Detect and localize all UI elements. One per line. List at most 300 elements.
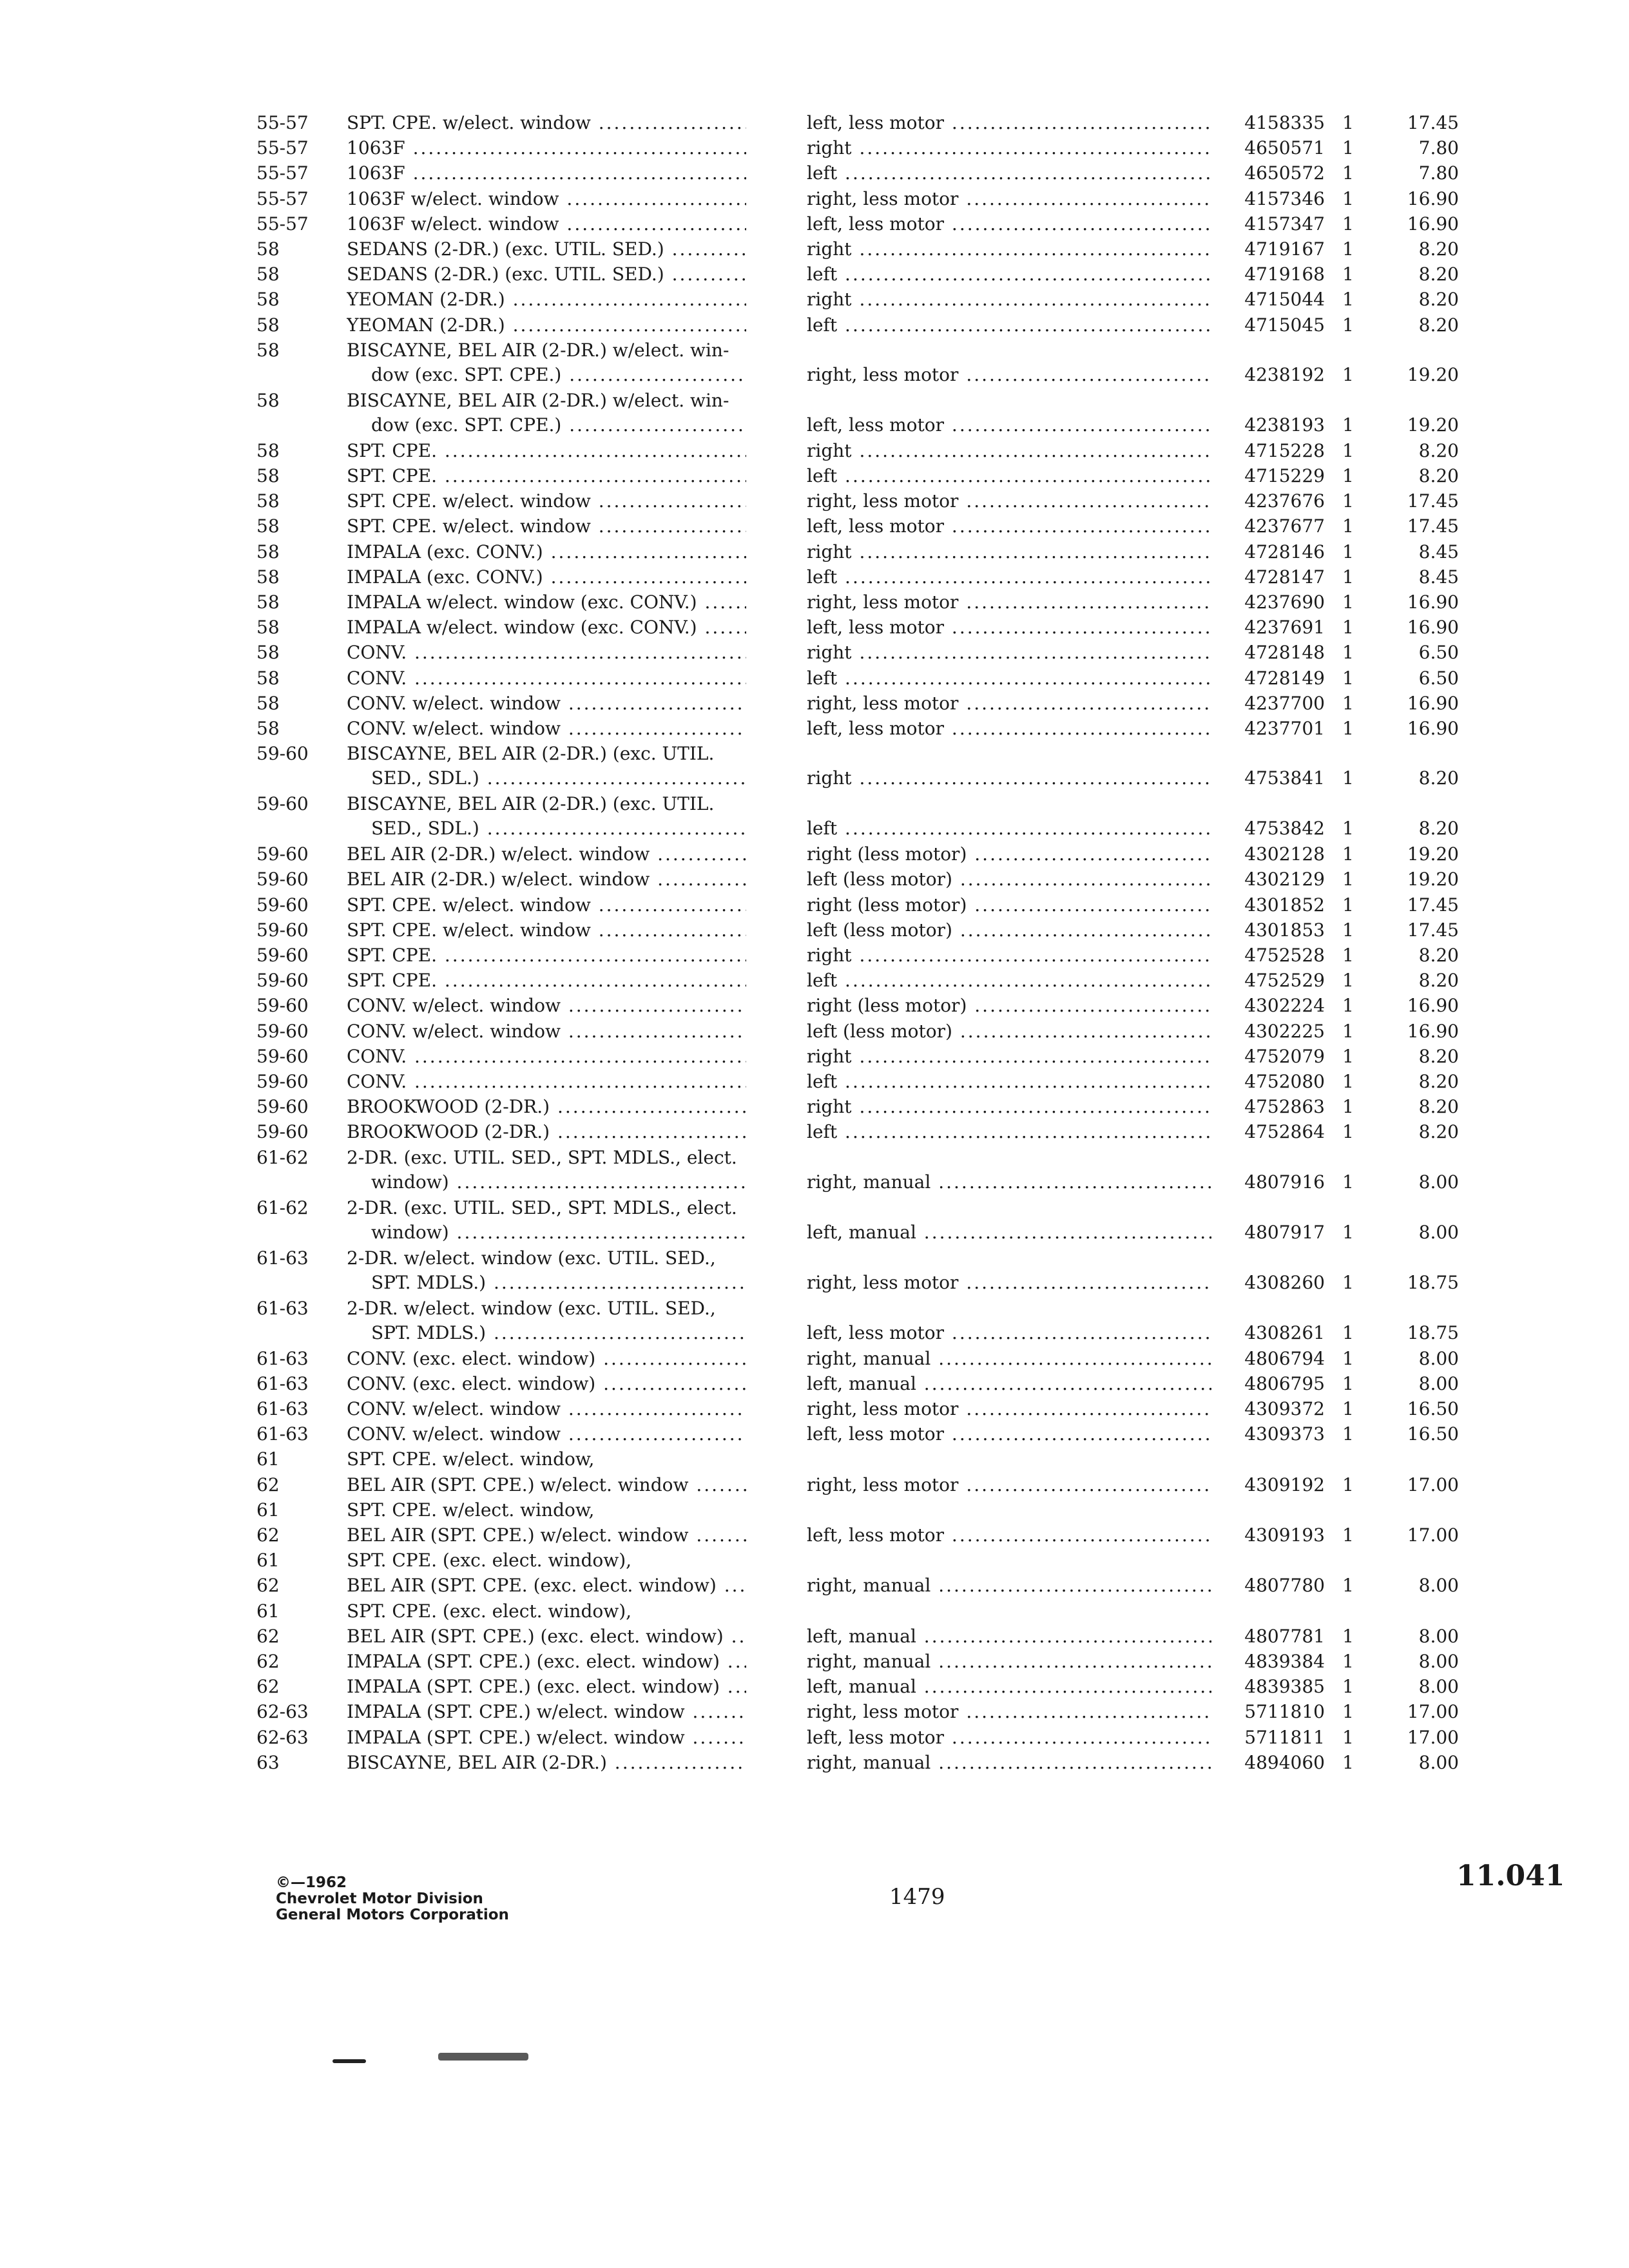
model-description <box>347 666 746 691</box>
part-description: left, manual ..... <box>807 1624 1211 1649</box>
part-description: right, manual ..... <box>807 1573 1211 1598</box>
part-description: right ..... <box>807 287 1211 312</box>
part-description: left (less motor) ..... <box>807 867 1211 892</box>
model-line: CONV. w/elect. window ..... <box>347 691 746 716</box>
model-line: SPT. CPE. w/elect. window ..... <box>347 489 746 514</box>
model-year: 58 <box>256 314 280 336</box>
part-description: left (less motor) ..... <box>807 1019 1211 1044</box>
page-number: 1479 <box>889 1884 945 1910</box>
model-description <box>347 187 746 211</box>
model-description <box>347 1548 746 1573</box>
price: 8.20 <box>1418 945 1459 966</box>
model-line: SPT. CPE. ..... <box>347 439 746 463</box>
table-row <box>0 666 1629 691</box>
model-description <box>347 1070 746 1094</box>
model-description <box>347 893 746 918</box>
model-description <box>347 1447 746 1472</box>
quantity: 1 <box>1342 995 1354 1017</box>
price: 8.20 <box>1418 238 1459 260</box>
quantity: 1 <box>1342 970 1354 992</box>
model-year: 59-60 <box>256 919 309 941</box>
model-line: BEL AIR (SPT. CPE.) (exc. elect. window) ..... <box>347 1624 746 1649</box>
part-number: 4650572 <box>1244 162 1325 184</box>
model-line: SPT. CPE. ..... <box>347 968 746 993</box>
part-number: 4753842 <box>1244 818 1325 840</box>
price: 19.20 <box>1407 843 1459 865</box>
table-row <box>0 943 1629 968</box>
part-description: right, manual ..... <box>807 1649 1211 1674</box>
price: 8.00 <box>1418 1651 1459 1672</box>
part-description: right, less motor ..... <box>807 489 1211 514</box>
quantity: 1 <box>1342 1524 1354 1546</box>
model-year: 59-60 <box>256 793 309 815</box>
model-year: 59-60 <box>256 945 309 966</box>
model-description <box>347 1372 746 1396</box>
part-number: 4715228 <box>1244 439 1325 461</box>
quantity: 1 <box>1342 1096 1354 1118</box>
part-description: left, manual ..... <box>807 1372 1211 1396</box>
model-line: 2-DR. w/elect. window (exc. UTIL. SED., <box>347 1247 716 1269</box>
part-number: 4807916 <box>1244 1171 1325 1193</box>
price: 8.00 <box>1418 1625 1459 1647</box>
part-number: 4650571 <box>1244 137 1325 159</box>
part-description: left ..... <box>807 1070 1211 1094</box>
model-line: 1063F w/elect. window ..... <box>347 212 746 236</box>
part-number: 4752864 <box>1244 1121 1325 1143</box>
price: 8.00 <box>1418 1171 1459 1193</box>
part-description: right (less motor) ..... <box>807 842 1211 867</box>
model-year: 59-60 <box>256 743 309 765</box>
table-row <box>0 918 1629 943</box>
model-line: IMPALA (SPT. CPE.) w/elect. window ..... <box>347 1700 746 1724</box>
table-row <box>0 1573 1629 1599</box>
table-row <box>0 691 1629 716</box>
model-description <box>347 792 746 841</box>
part-description: right, less motor ..... <box>807 187 1211 211</box>
part-description: left ..... <box>807 161 1211 186</box>
model-description <box>347 237 746 262</box>
quantity: 1 <box>1342 264 1354 285</box>
part-description: left, less motor ..... <box>807 1523 1211 1548</box>
table-row <box>0 514 1629 539</box>
part-number: 4309192 <box>1244 1474 1325 1495</box>
quantity: 1 <box>1342 919 1354 941</box>
price: 16.90 <box>1407 995 1459 1017</box>
model-line: SPT. CPE. w/elect. window ..... <box>347 111 746 135</box>
table-row <box>0 1019 1629 1044</box>
part-number: 4839384 <box>1244 1651 1325 1672</box>
quantity: 1 <box>1342 818 1354 840</box>
model-description <box>347 1751 746 1775</box>
table-row <box>0 615 1629 640</box>
table-row <box>0 338 1629 389</box>
model-year: 58 <box>256 667 280 689</box>
table-row <box>0 1751 1629 1776</box>
model-description <box>347 1095 746 1119</box>
table-row <box>0 212 1629 237</box>
part-description: right ..... <box>807 1044 1211 1069</box>
table-row <box>0 742 1629 792</box>
part-description: right, less motor ..... <box>807 1473 1211 1497</box>
part-description: left, less motor ..... <box>807 514 1211 539</box>
model-line: window) ..... <box>347 1220 746 1245</box>
table-row <box>0 1624 1629 1649</box>
model-line: SPT. CPE. w/elect. window ..... <box>347 918 746 943</box>
quantity: 1 <box>1342 363 1354 385</box>
part-number: 4158335 <box>1244 112 1325 133</box>
model-line: 2-DR. w/elect. window (exc. UTIL. SED., <box>347 1297 716 1319</box>
model-line: CONV. ..... <box>347 1044 746 1069</box>
model-line: SPT. CPE. (exc. elect. window), <box>347 1600 632 1622</box>
model-description <box>347 742 746 791</box>
part-number: 4839385 <box>1244 1676 1325 1698</box>
part-description: left, less motor ..... <box>807 1321 1211 1345</box>
quantity: 1 <box>1342 490 1354 512</box>
quantity: 1 <box>1342 1121 1354 1143</box>
model-description <box>347 1422 746 1446</box>
corporation-name: General Motors Corporation <box>276 1907 509 1923</box>
table-row <box>0 1498 1629 1523</box>
quantity: 1 <box>1342 137 1354 159</box>
model-line: dow (exc. SPT. CPE.) ..... <box>347 363 746 387</box>
part-number: 4719168 <box>1244 264 1325 285</box>
part-number: 4807917 <box>1244 1221 1325 1243</box>
table-row <box>0 1044 1629 1070</box>
price: 8.20 <box>1418 1096 1459 1118</box>
model-line: dow (exc. SPT. CPE.) ..... <box>347 413 746 437</box>
model-year: 59-60 <box>256 1071 309 1092</box>
part-description: left ..... <box>807 666 1211 691</box>
quantity: 1 <box>1342 1423 1354 1445</box>
model-line: IMPALA w/elect. window (exc. CONV.) ..... <box>347 590 746 615</box>
part-description: right, less motor ..... <box>807 1700 1211 1724</box>
part-number: 4753841 <box>1244 767 1325 789</box>
part-number: 4157347 <box>1244 213 1325 235</box>
model-description <box>347 1725 746 1750</box>
table-row <box>0 1599 1629 1624</box>
quantity: 1 <box>1342 1321 1354 1343</box>
model-line: SPT. CPE. (exc. elect. window), <box>347 1550 632 1571</box>
table-row <box>0 389 1629 439</box>
quantity: 1 <box>1342 187 1354 209</box>
model-line: SPT. CPE. w/elect. window, <box>347 1448 595 1470</box>
table-row <box>0 136 1629 161</box>
price: 8.20 <box>1418 1071 1459 1092</box>
price: 17.45 <box>1407 894 1459 916</box>
table-row <box>0 640 1629 666</box>
model-year: 62 <box>256 1625 280 1647</box>
table-row <box>0 565 1629 590</box>
part-number: 4728149 <box>1244 667 1325 689</box>
model-year: 58 <box>256 465 280 486</box>
table-row <box>0 893 1629 918</box>
price: 6.50 <box>1418 667 1459 689</box>
model-line: SPT. CPE. ..... <box>347 464 746 488</box>
model-year: 55-57 <box>256 112 309 133</box>
model-description <box>347 262 746 287</box>
model-line: SEDANS (2-DR.) (exc. UTIL. SED.) ..... <box>347 237 746 262</box>
part-description: right, manual ..... <box>807 1347 1211 1371</box>
price: 8.00 <box>1418 1575 1459 1597</box>
part-description: right, less motor ..... <box>807 691 1211 716</box>
part-number: 4302128 <box>1244 843 1325 865</box>
model-description <box>347 1700 746 1724</box>
part-number: 4806795 <box>1244 1372 1325 1394</box>
model-year: 61-63 <box>256 1372 309 1394</box>
quantity: 1 <box>1342 1347 1354 1369</box>
part-number: 5711811 <box>1244 1726 1325 1748</box>
model-line: YEOMAN (2-DR.) ..... <box>347 313 746 338</box>
table-row <box>0 489 1629 514</box>
price: 16.50 <box>1407 1398 1459 1419</box>
price: 8.00 <box>1418 1676 1459 1698</box>
part-number: 4237691 <box>1244 617 1325 639</box>
model-description <box>347 943 746 968</box>
model-year: 59-60 <box>256 970 309 992</box>
part-description: right, manual ..... <box>807 1170 1211 1195</box>
part-description: right (less motor) ..... <box>807 994 1211 1018</box>
quantity: 1 <box>1342 112 1354 133</box>
quantity: 1 <box>1342 1751 1354 1773</box>
model-line: 1063F ..... <box>347 136 746 160</box>
quantity: 1 <box>1342 1625 1354 1647</box>
part-description: left, less motor ..... <box>807 413 1211 437</box>
model-description <box>347 1246 746 1295</box>
quantity: 1 <box>1342 1271 1354 1293</box>
model-year: 62-63 <box>256 1726 309 1748</box>
model-line: CONV. w/elect. window ..... <box>347 1422 746 1446</box>
quantity: 1 <box>1342 213 1354 235</box>
model-description <box>347 439 746 463</box>
model-description <box>347 1296 746 1345</box>
model-year: 62 <box>256 1676 280 1698</box>
model-line: CONV. w/elect. window ..... <box>347 1397 746 1421</box>
model-year: 62 <box>256 1651 280 1672</box>
model-description <box>347 1347 746 1371</box>
part-number: 4806794 <box>1244 1347 1325 1369</box>
table-row <box>0 540 1629 565</box>
model-description <box>347 565 746 590</box>
part-description: right ..... <box>807 766 1211 791</box>
model-description <box>347 1498 746 1523</box>
part-description: left ..... <box>807 816 1211 841</box>
part-number: 4301853 <box>1244 919 1325 941</box>
price: 17.00 <box>1407 1524 1459 1546</box>
price: 16.90 <box>1407 591 1459 613</box>
table-row <box>0 867 1629 892</box>
price: 7.80 <box>1418 162 1459 184</box>
quantity: 1 <box>1342 1020 1354 1042</box>
part-description: left, less motor ..... <box>807 1422 1211 1446</box>
model-year: 61-63 <box>256 1423 309 1445</box>
model-year: 58 <box>256 692 280 714</box>
model-year: 58 <box>256 238 280 260</box>
table-row <box>0 968 1629 994</box>
table-row <box>0 439 1629 464</box>
model-line: window) ..... <box>347 1170 746 1195</box>
table-row <box>0 716 1629 742</box>
part-description: right ..... <box>807 237 1211 262</box>
part-number: 4715044 <box>1244 289 1325 311</box>
model-line: 1063F ..... <box>347 161 746 186</box>
model-year: 59-60 <box>256 995 309 1017</box>
model-line: SPT. CPE. ..... <box>347 943 746 968</box>
quantity: 1 <box>1342 465 1354 486</box>
copyright-block <box>276 1875 509 1923</box>
model-line: SPT. CPE. w/elect. window ..... <box>347 893 746 918</box>
part-description: left ..... <box>807 262 1211 287</box>
quantity: 1 <box>1342 667 1354 689</box>
model-line: BEL AIR (SPT. CPE.) w/elect. window ..... <box>347 1523 746 1548</box>
model-description <box>347 1146 746 1195</box>
model-year: 58 <box>256 591 280 613</box>
quantity: 1 <box>1342 843 1354 865</box>
model-description <box>347 464 746 488</box>
model-line: IMPALA w/elect. window (exc. CONV.) ..... <box>347 615 746 640</box>
quantity: 1 <box>1342 1372 1354 1394</box>
model-description <box>347 489 746 514</box>
model-description <box>347 1473 746 1497</box>
table-row <box>0 792 1629 842</box>
model-year: 55-57 <box>256 137 309 159</box>
table-row <box>0 187 1629 212</box>
part-description: left, less motor ..... <box>807 212 1211 236</box>
model-year: 61-63 <box>256 1247 309 1269</box>
price: 16.90 <box>1407 1020 1459 1042</box>
price: 17.00 <box>1407 1474 1459 1495</box>
model-description <box>347 212 746 236</box>
price: 8.20 <box>1418 767 1459 789</box>
price: 16.90 <box>1407 213 1459 235</box>
scan-mark <box>333 2059 366 2063</box>
part-description: left, manual ..... <box>807 1675 1211 1699</box>
model-description <box>347 111 746 135</box>
part-description: right ..... <box>807 640 1211 665</box>
part-description: right ..... <box>807 439 1211 463</box>
part-number: 4237677 <box>1244 515 1325 537</box>
model-year: 55-57 <box>256 162 309 184</box>
table-row <box>0 1473 1629 1498</box>
model-year: 58 <box>256 566 280 588</box>
table-row <box>0 1146 1629 1196</box>
model-year: 58 <box>256 439 280 461</box>
part-description: left, less motor ..... <box>807 1725 1211 1750</box>
price: 17.45 <box>1407 919 1459 941</box>
model-line: CONV. (exc. elect. window) ..... <box>347 1347 746 1371</box>
part-number: 4238192 <box>1244 363 1325 385</box>
model-description <box>347 1573 746 1598</box>
model-description <box>347 716 746 741</box>
model-line: CONV. w/elect. window ..... <box>347 1019 746 1044</box>
table-row <box>0 313 1629 338</box>
model-year: 61-63 <box>256 1398 309 1419</box>
part-description: right ..... <box>807 943 1211 968</box>
part-description: left, manual ..... <box>807 1220 1211 1245</box>
model-description <box>347 918 746 943</box>
part-number: 4302224 <box>1244 995 1325 1017</box>
table-row <box>0 1196 1629 1246</box>
part-description: left (less motor) ..... <box>807 918 1211 943</box>
quantity: 1 <box>1342 617 1354 639</box>
part-description: right ..... <box>807 540 1211 564</box>
model-line: BEL AIR (2-DR.) w/elect. window ..... <box>347 842 746 867</box>
quantity: 1 <box>1342 591 1354 613</box>
model-description <box>347 1397 746 1421</box>
price: 18.75 <box>1407 1321 1459 1343</box>
table-row <box>0 1070 1629 1095</box>
part-description: right, less motor ..... <box>807 1271 1211 1295</box>
model-description <box>347 968 746 993</box>
quantity: 1 <box>1342 1575 1354 1597</box>
model-year: 62 <box>256 1524 280 1546</box>
model-year: 61-62 <box>256 1146 309 1168</box>
table-row <box>0 1700 1629 1725</box>
table-row <box>0 1372 1629 1397</box>
part-number: 4715229 <box>1244 465 1325 486</box>
table-row <box>0 1120 1629 1145</box>
model-year: 61 <box>256 1550 280 1571</box>
model-line: BISCAYNE, BEL AIR (2-DR.) (exc. UTIL. <box>347 793 715 815</box>
part-number: 4752080 <box>1244 1071 1325 1092</box>
table-row <box>0 237 1629 262</box>
price: 19.20 <box>1407 363 1459 385</box>
model-line: CONV. ..... <box>347 640 746 665</box>
price: 17.45 <box>1407 515 1459 537</box>
quantity: 1 <box>1342 1071 1354 1092</box>
table-row <box>0 1296 1629 1347</box>
quantity: 1 <box>1342 894 1354 916</box>
model-line: CONV. ..... <box>347 666 746 691</box>
price: 17.00 <box>1407 1701 1459 1723</box>
part-number: 4237690 <box>1244 591 1325 613</box>
price: 8.20 <box>1418 1121 1459 1143</box>
model-line: BISCAYNE, BEL AIR (2-DR.) (exc. UTIL. <box>347 743 715 765</box>
model-year: 58 <box>256 617 280 639</box>
price: 8.20 <box>1418 465 1459 486</box>
model-description <box>347 313 746 338</box>
part-number: 4309193 <box>1244 1524 1325 1546</box>
part-number: 5711810 <box>1244 1701 1325 1723</box>
price: 8.00 <box>1418 1751 1459 1773</box>
model-year: 61 <box>256 1600 280 1622</box>
quantity: 1 <box>1342 1398 1354 1419</box>
quantity: 1 <box>1342 541 1354 562</box>
model-line: SED., SDL.) ..... <box>347 766 746 791</box>
part-description: right (less motor) ..... <box>807 893 1211 918</box>
model-year: 59-60 <box>256 843 309 865</box>
table-row <box>0 1095 1629 1120</box>
model-line: BISCAYNE, BEL AIR (2-DR.) ..... <box>347 1751 746 1775</box>
table-row <box>0 1246 1629 1296</box>
model-line: IMPALA (exc. CONV.) ..... <box>347 565 746 590</box>
model-description <box>347 640 746 665</box>
model-year: 59-60 <box>256 1096 309 1118</box>
model-description <box>347 615 746 640</box>
model-line: SED., SDL.) ..... <box>347 816 746 841</box>
model-description <box>347 1196 746 1245</box>
part-number: 4309372 <box>1244 1398 1325 1419</box>
model-line: SEDANS (2-DR.) (exc. UTIL. SED.) ..... <box>347 262 746 287</box>
model-line: BEL AIR (SPT. CPE.) w/elect. window ..... <box>347 1473 746 1497</box>
part-description: right ..... <box>807 136 1211 160</box>
model-year: 61 <box>256 1499 280 1521</box>
table-row <box>0 842 1629 867</box>
model-line: CONV. w/elect. window ..... <box>347 716 746 741</box>
price: 8.20 <box>1418 439 1459 461</box>
part-description: left, less motor ..... <box>807 111 1211 135</box>
part-number: 4728148 <box>1244 642 1325 664</box>
model-year: 55-57 <box>256 187 309 209</box>
